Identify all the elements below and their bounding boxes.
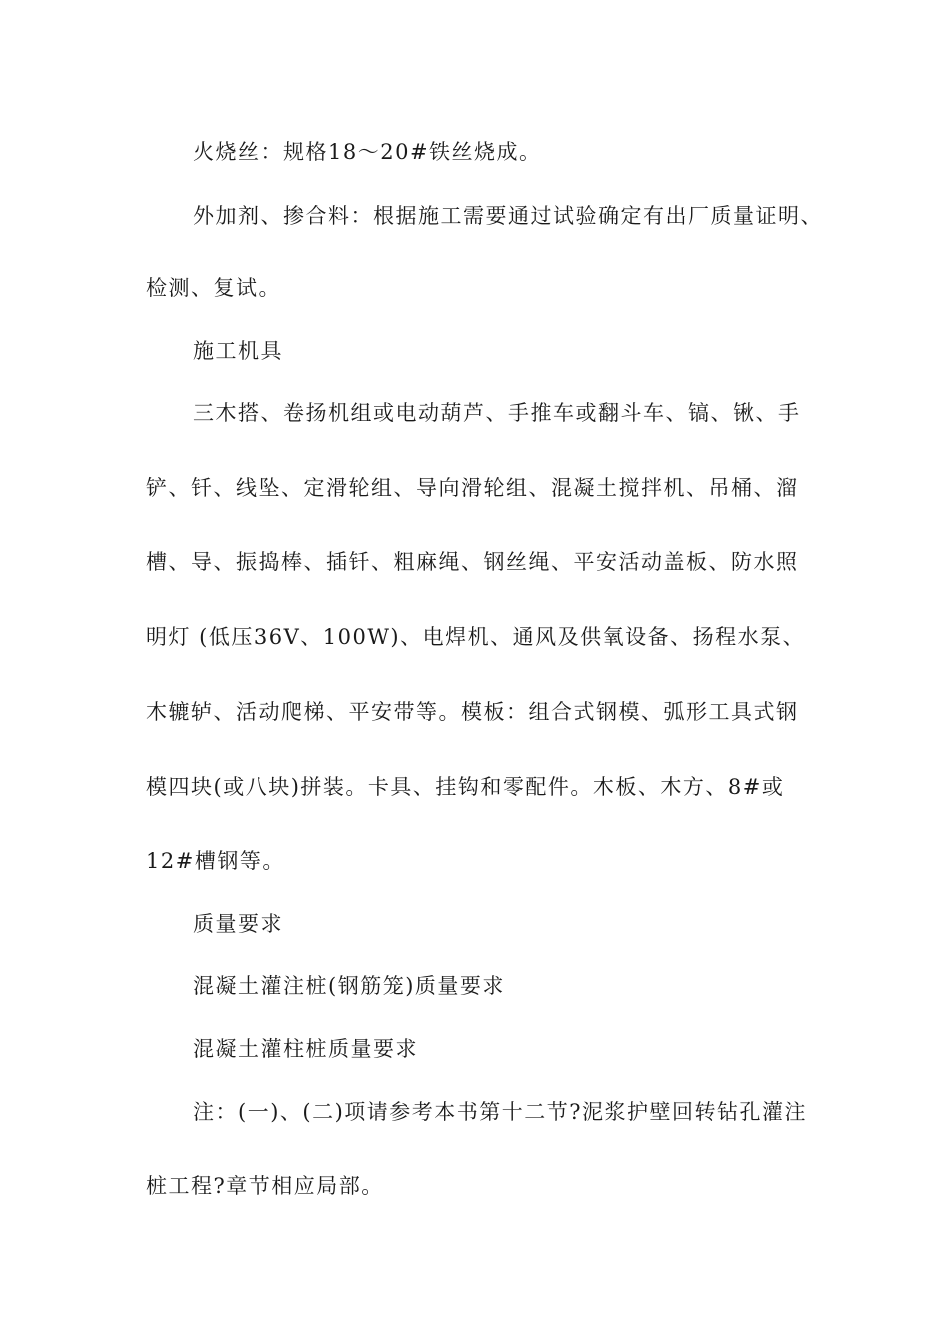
paragraph-admixture-cont: 检测、复试。 [146,276,281,300]
paragraph-tools-2: 铲、钎、线坠、定滑轮组、导向滑轮组、混凝土搅拌机、吊桶、溜 [146,476,799,500]
heading-cast-pile-cage-quality: 混凝土灌注桩(钢筋笼)质量要求 [193,974,505,998]
paragraph-tools-3: 槽、导、振捣棒、插钎、粗麻绳、钢丝绳、平安活动盖板、防水照 [146,550,799,574]
heading-quality-requirements: 质量要求 [193,912,283,936]
paragraph-tools-7: 12#槽钢等。 [146,849,285,873]
heading-cast-pile-quality: 混凝土灌柱桩质量要求 [193,1037,418,1061]
paragraph-admixture: 外加剂、掺合料：根据施工需要通过试验确定有出厂质量证明、 [193,204,823,228]
paragraph-note: 注：(一)、(二)项请参考本书第十二节?泥浆护壁回转钻孔灌注 [193,1100,808,1124]
paragraph-tools-1: 三木搭、卷扬机组或电动葫芦、手推车或翻斗车、镐、锹、手 [193,401,801,425]
paragraph-note-cont: 桩工程?章节相应局部。 [146,1174,384,1198]
paragraph-fire-wire: 火烧丝：规格18～20#铁丝烧成。 [193,140,542,164]
paragraph-tools-4: 明灯 (低压36V、100W)、电焊机、通风及供氧设备、扬程水泵、 [146,625,806,649]
paragraph-tools-6: 模四块(或八块)拼装。卡具、挂钩和零配件。木板、木方、8#或 [146,775,785,799]
paragraph-tools-5: 木辘轳、活动爬梯、平安带等。模板：组合式钢模、弧形工具式钢 [146,700,799,724]
heading-construction-tools: 施工机具 [193,339,283,363]
